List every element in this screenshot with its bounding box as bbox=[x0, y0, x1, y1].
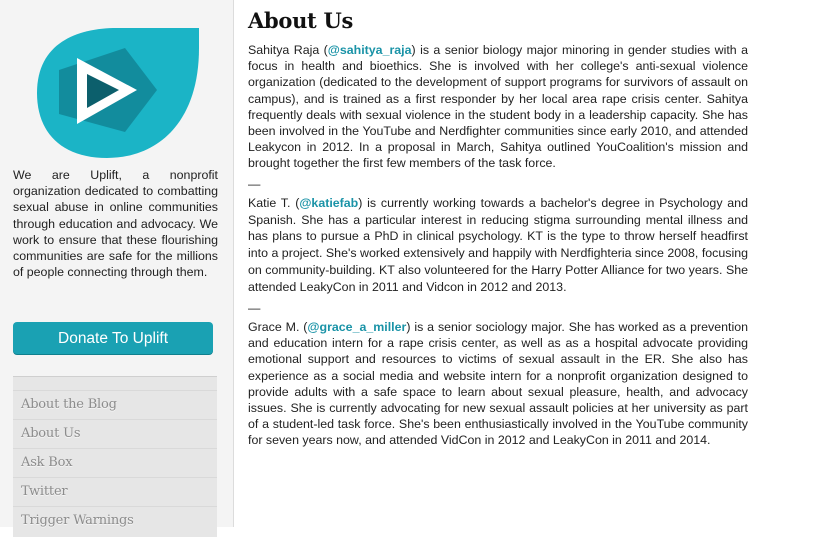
bio-grace: Grace M. (@grace_a_miller) is a senior sociology major. She has worked as a prevention and education intern for a rape crisis center, as well as as a hospital advocate providing emotional support and resources to victims of sexual assault in the ER. She also has experience as a social media and website intern for a nonprofit organization designed to provide adults with a safe space to learn about sexual pleasure, health, and advocacy issues. She is currently advocating for new sexual assault policies at her university as part of a student-led task force. She's been enthusiastically involved in the YouTube community for seven years now, and attended VidCon in 2012 and LeakyCon in 2011 and 2014. bbox=[248, 320, 748, 448]
about-blurb: We are Uplift, a nonprofit organization dedicated to combatting sexual abuse in online communities through education and advocacy. We work to ensure that these flourishing communities are safe for the millions of people connecting through them. bbox=[13, 168, 218, 280]
page-title: About Us bbox=[248, 8, 353, 33]
twitter-handle-link[interactable]: @sahitya_raja bbox=[327, 43, 412, 57]
twitter-handle-link[interactable]: @katiefab bbox=[299, 195, 359, 210]
bio-name: Katie T. bbox=[248, 195, 291, 210]
nav-item-trigger-warnings[interactable]: Trigger Warnings bbox=[13, 506, 217, 535]
bio-katie: Katie T. (@katiefab) is currently working towards a bachelor's degree in Psychology and Spanish. She has a particular interest in reducing stigma surrounding mental illness and has plans to pursue a PhD in clinical psychology. KT is the type to throw herself headfirst into a project. She's worked extensively and happily with Nerdfighteria since 2008, focusing on community-building. KT also volunteered for the Harry Potter Alliance for two years. She attended LeakyCon in 2011 and Vidcon in 2012 and 2013. bbox=[248, 195, 748, 295]
twitter-handle-link[interactable]: @grace_a_miller bbox=[307, 320, 407, 335]
nav-item-twitter[interactable]: Twitter bbox=[13, 477, 217, 506]
bio-name: Grace M. bbox=[248, 320, 300, 335]
separator: — bbox=[248, 176, 261, 191]
nav-item-about-us[interactable]: About Us bbox=[13, 419, 217, 448]
uplift-play-logo-icon[interactable] bbox=[37, 28, 199, 158]
nav-item-ask-box[interactable]: Ask Box bbox=[13, 448, 217, 477]
bio-text: is a senior biology major minoring in gender studies with a focus in health and bioethics. She is involved with her college's anti-sexual violence organization (dedicated to the development of support programs for survivors of assault on campus), and is trained as a first responder by her local area rape crisis center. Sahitya frequently deals with sexual violence in the student body in a leadership capacity. She has been involved in the YouTube and Nerdfighter communities since early 2010, and attended Leakycon in 2012. In a proposal in March, Sahitya outlined YouCoalition's mission and brought together the first few members of the task force. bbox=[248, 43, 748, 171]
donate-button[interactable]: Donate To Uplift bbox=[13, 322, 213, 354]
nav-item-about-the-blog[interactable]: About the Blog bbox=[13, 390, 217, 419]
bio-sahitya: Sahitya Raja (@sahitya_raja) is a senior biology major minoring in gender studies with a focus in health and bioethics. She is involved with her college's anti-sexual violence organization (dedicated to the development of support programs for survivors of assault on campus), and is trained as a first responder by her local area rape crisis center. Sahitya frequently deals with sexual violence in the student body in a leadership capacity. She has been involved in the YouTube and Nerdfighter communities since early 2010, and attended Leakycon in 2012. In a proposal in March, Sahitya outlined YouCoalition's mission and brought together the first few members of the task force. bbox=[248, 43, 748, 171]
main-content bbox=[248, 8, 748, 449]
separator: — bbox=[248, 301, 261, 316]
bio-text: is a senior sociology major. She has worked as a prevention and education intern for a rape crisis center, as well as as a hospital advocate providing emotional support and resources to victims of sexual assault in the ER. She also has experience as a social media and website intern for a nonprofit organization designed to provide adults with a safe space to learn about sexual pleasure, health, and advocacy issues. She is currently advocating for new sexual assault policies at her university as part of a student-led task force. She's been enthusiastically involved in the YouTube community for seven years now, and attended VidCon in 2012 and LeakyCon in 2011 and 2014. bbox=[248, 320, 748, 448]
bio-text: is currently working towards a bachelor's degree in Psychology and Spanish. She has a particular interest in reducing stigma surrounding mental illness and has plans to pursue a PhD in clinical psychology. KT is the type to throw herself headfirst into a project. She's worked extensively and happily with Nerdfighteria since 2008, focusing on community-building. KT also volunteered for the Harry Potter Alliance for two years. She attended LeakyCon in 2011 and Vidcon in 2012 and 2013. bbox=[248, 195, 748, 295]
sidebar-nav bbox=[13, 376, 217, 537]
bio-name: Sahitya Raja bbox=[248, 43, 320, 57]
sidebar bbox=[0, 0, 234, 527]
